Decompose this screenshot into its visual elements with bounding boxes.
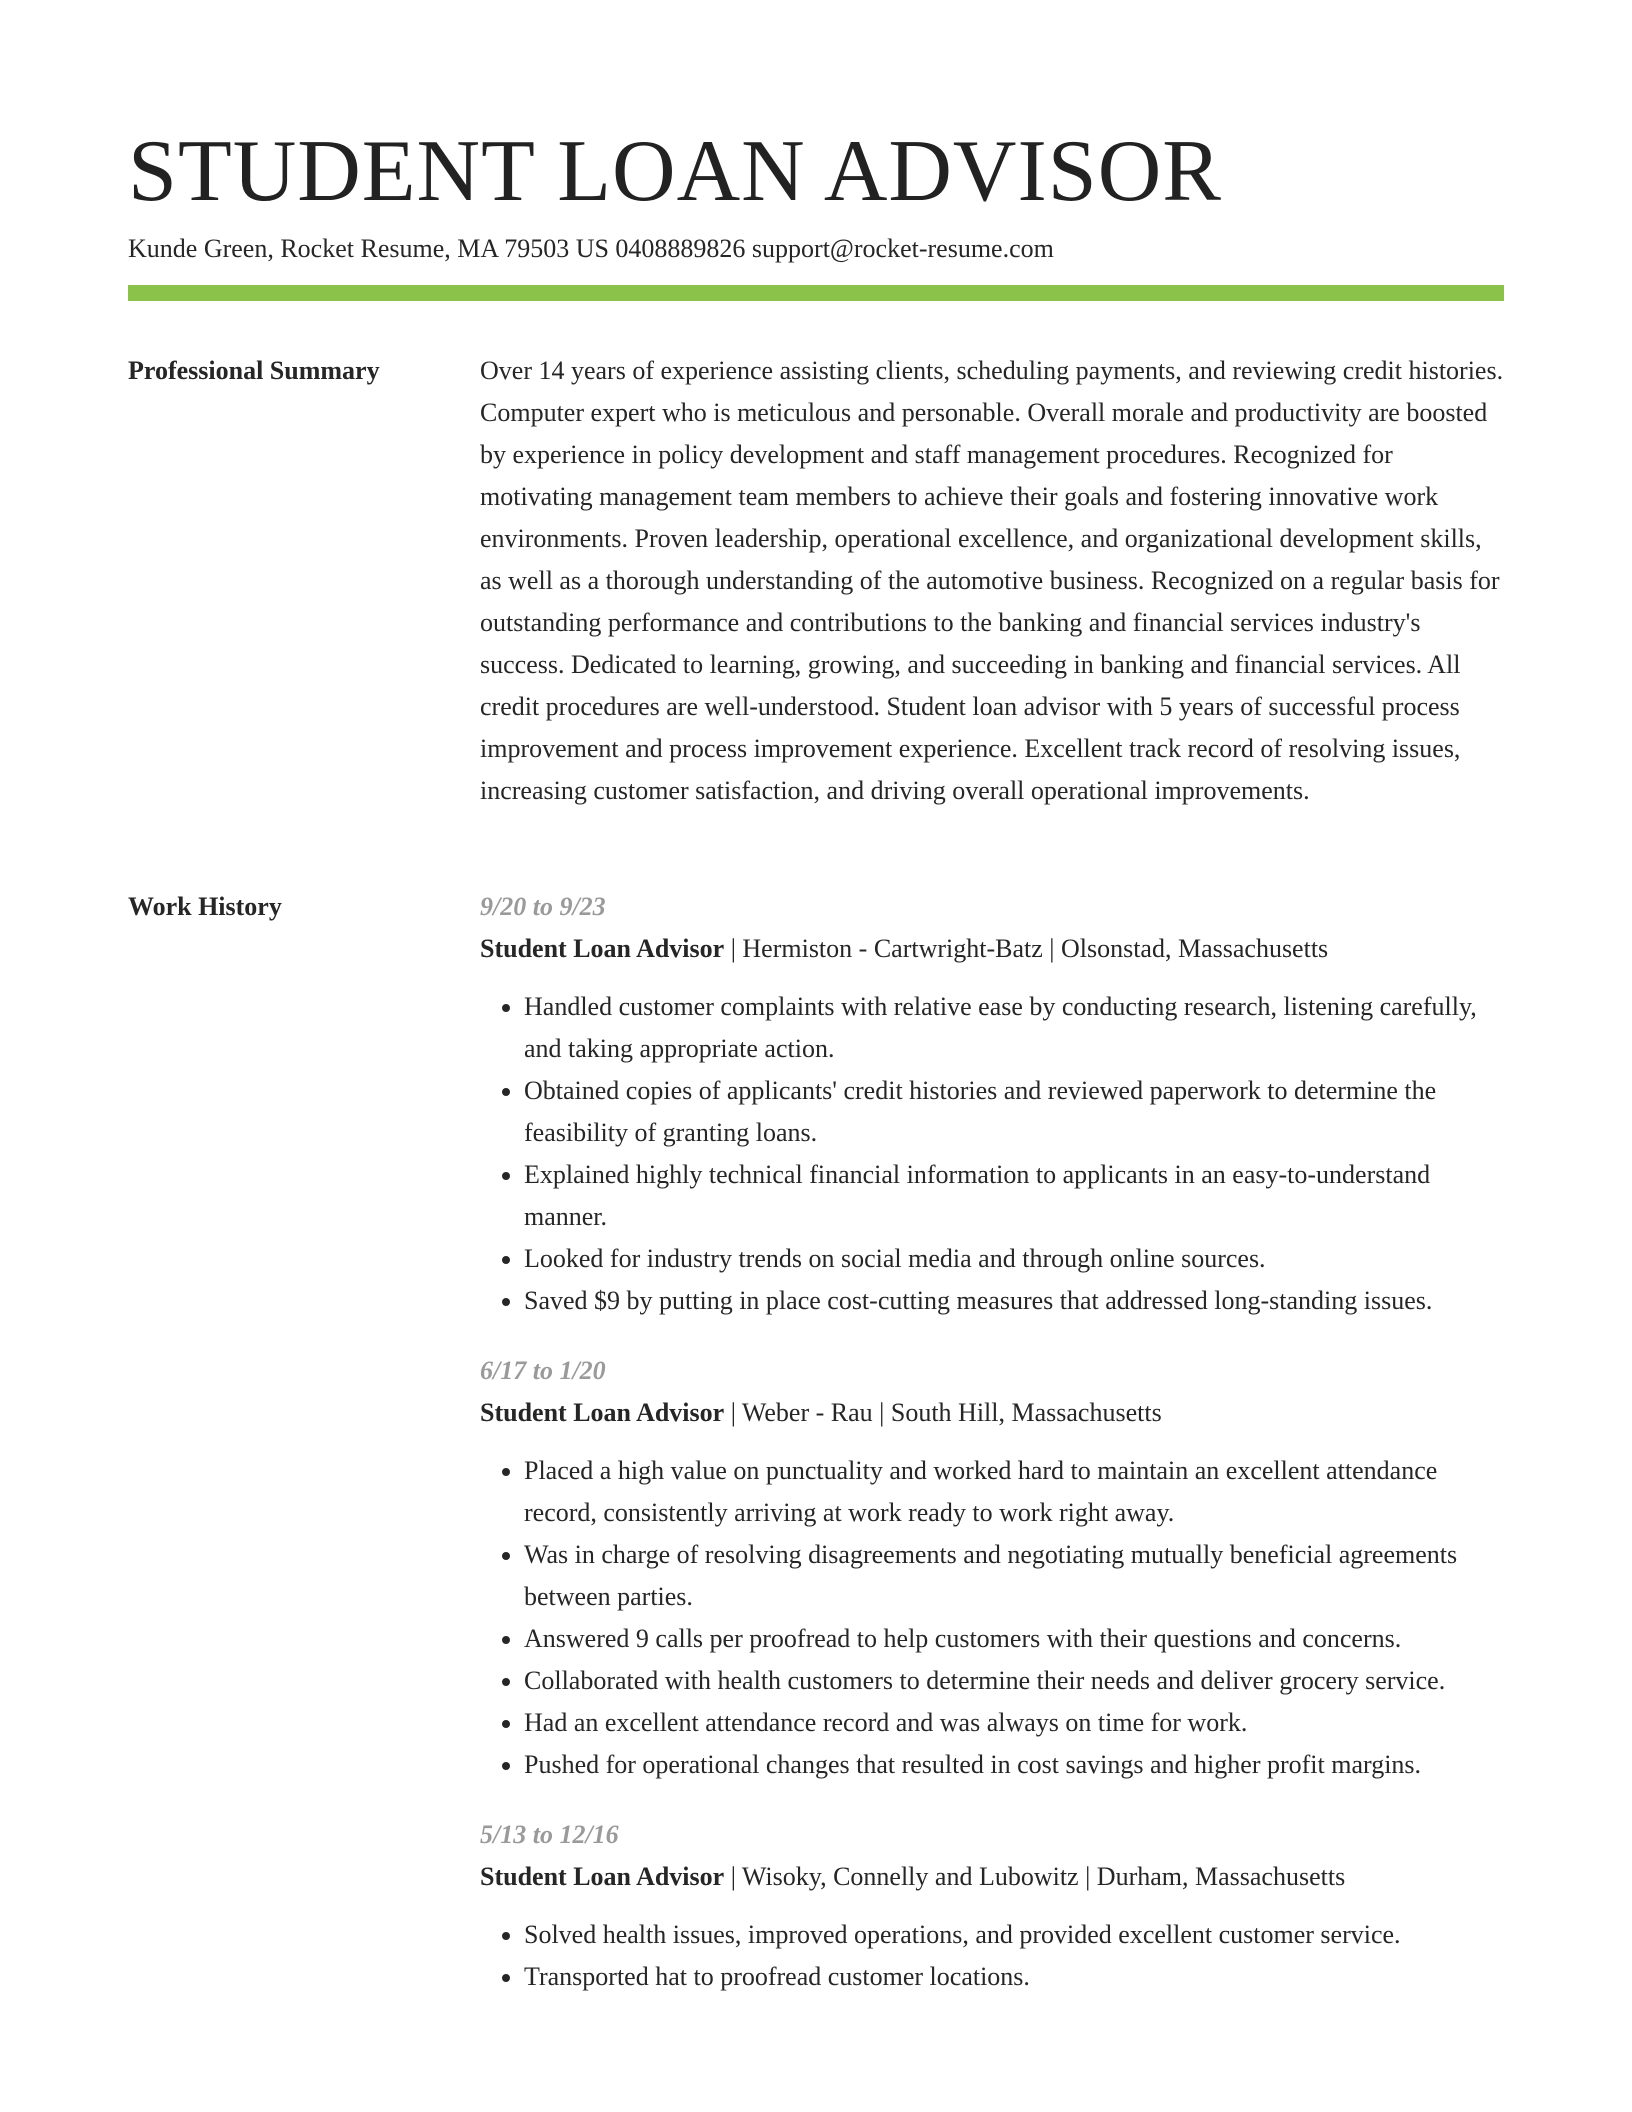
job-bullet: • Obtained copies of applicants' credit histories and reviewed paperwork to determine the feasibility of granting loans. [524,1070,1504,1154]
job-details: | Hermiston - Cartwright-Batz | Olsonstad, Massachusetts [724,934,1329,963]
job-entry [480,1350,1504,1786]
job-heading [480,1856,1504,1898]
summary-heading: Professional Summary [128,356,380,385]
job-heading [480,928,1504,970]
job-bullet: • Placed a high value on punctuality and worked hard to maintain an excellent attendance record, consistently arriving at work ready to work right away. [524,1450,1504,1534]
job-bullet: • Collaborated with health customers to determine their needs and deliver grocery service. [524,1660,1504,1702]
job-details: | Wisoky, Connelly and Lubowitz | Durham, Massachusetts [724,1862,1346,1891]
job-bullet: • Explained highly technical financial information to applicants in an easy-to-understand manner. [524,1154,1504,1238]
job-title: Student Loan Advisor [480,1862,725,1891]
job-bullet: • Handled customer complaints with relative ease by conducting research, listening carefully, and taking appropriate action. [524,986,1504,1070]
job-entry [480,1814,1504,1998]
job-bullet: • Transported hat to proofread customer locations. [524,1956,1504,1998]
accent-divider [128,285,1504,301]
job-bullet: • Pushed for operational changes that resulted in cost savings and higher profit margins. [524,1744,1504,1786]
job-bullet: • Answered 9 calls per proofread to help customers with their questions and concerns. [524,1618,1504,1660]
contact-line: Kunde Green, Rocket Resume, MA 79503 US 0408889826 support@rocket-resume.com [128,234,1054,263]
job-dates: 5/13 to 12/16 [480,1820,619,1849]
job-bullet: • Saved $9 by putting in place cost-cutting measures that addressed long-standing issues. [524,1280,1504,1322]
work-history-heading: Work History [128,892,282,921]
job-bullet: • Had an excellent attendance record and was always on time for work. [524,1702,1504,1744]
job-bullet-list [480,1914,1504,1998]
job-bullet: • Solved health issues, improved operations, and provided excellent customer service. [524,1914,1504,1956]
job-bullet-list [480,986,1504,1322]
summary-text: Over 14 years of experience assisting clients, scheduling payments, and reviewing credit histories. Computer expert who is meticulous and personable. Overall morale and productivity are boosted by experience in policy development and staff management procedures. Recognized for motivating management team members to achieve their goals and fostering innovative work environments. Proven leadership, operational excellence, and organizational development skills, as well as a thorough understanding of the automotive business. Recognized on a regular basis for outstanding performance and contributions to the banking and financial services industry's success. Dedicated to learning, growing, and succeeding in banking and financial services. All credit procedures are well-understood. Student loan advisor with 5 years of successful process improvement and process improvement experience. Excellent track record of resolving issues, increasing customer satisfaction, and driving overall operational improvements. [480,356,1504,805]
job-dates: 6/17 to 1/20 [480,1356,606,1385]
job-title: Student Loan Advisor [480,934,725,963]
job-title: Student Loan Advisor [480,1398,725,1427]
job-entry [480,886,1504,1322]
job-bullet-list [480,1450,1504,1786]
work-history-body [480,886,1504,2026]
job-dates: 9/20 to 9/23 [480,892,606,921]
job-heading [480,1392,1504,1434]
job-details: | Weber - Rau | South Hill, Massachusetts [724,1398,1162,1427]
job-bullet: • Looked for industry trends on social media and through online sources. [524,1238,1504,1280]
job-bullet: • Was in charge of resolving disagreements and negotiating mutually beneficial agreements between parties. [524,1534,1504,1618]
resume-title: STUDENT LOAN ADVISOR [128,123,1222,220]
